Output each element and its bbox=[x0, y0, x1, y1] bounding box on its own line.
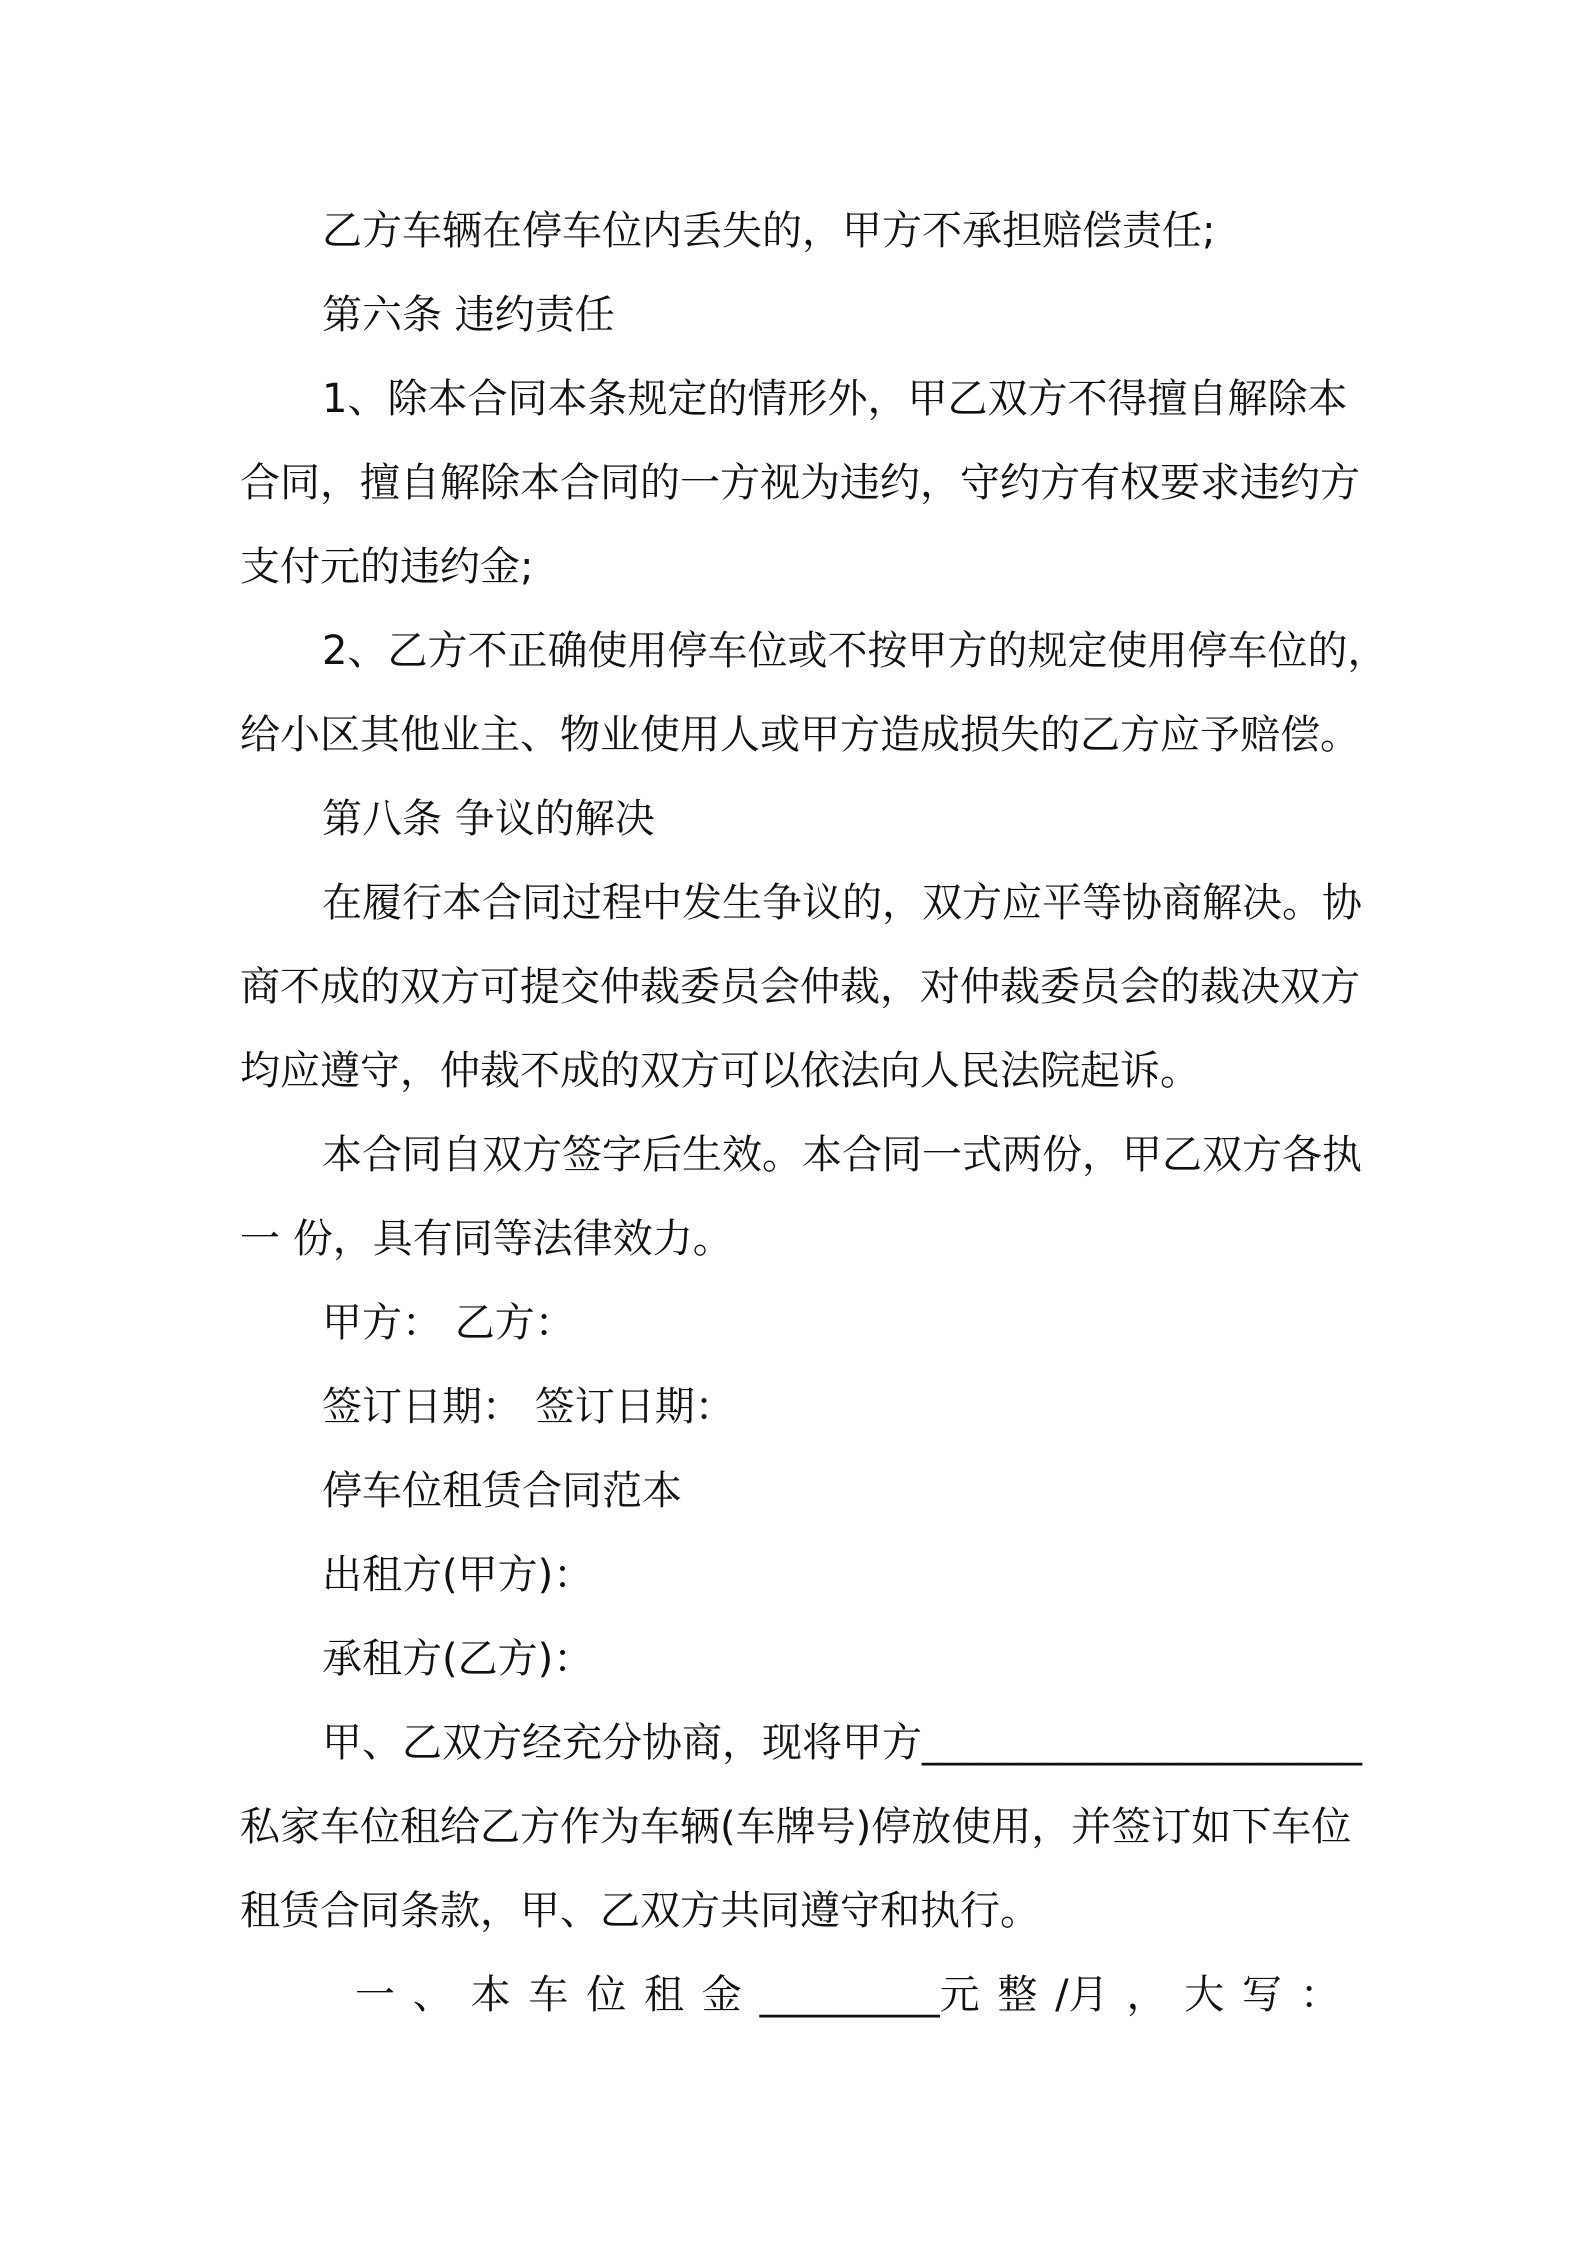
text-segment: 大 bbox=[1184, 1972, 1225, 2018]
paragraph-line: 在履行本合同过程中发生争议的，双方应平等协商解决。协 bbox=[322, 880, 1362, 926]
text-segment: 整 bbox=[997, 1972, 1038, 2018]
text-segment: /月 bbox=[1055, 1972, 1109, 2018]
rent-clause-line bbox=[355, 1967, 1340, 2023]
text-segment: 写 bbox=[1242, 1972, 1283, 2018]
text-segment: ： bbox=[1299, 1972, 1340, 2018]
text-segment: 、 bbox=[412, 1972, 453, 2018]
text-segment: 租 bbox=[643, 1972, 684, 2018]
paragraph-line: 商不成的双方可提交仲裁委员会仲裁，对仲裁委员会的裁决双方 bbox=[240, 964, 1360, 1010]
paragraph-line: 乙方车辆在停车位内丢失的，甲方不承担赔偿责任; bbox=[322, 208, 1216, 254]
paragraph-line: 给小区其他业主、物业使用人或甲方造成损失的乙方应予赔偿。 bbox=[240, 712, 1360, 758]
signature-parties-line: 甲方： 乙方： bbox=[322, 1300, 575, 1346]
text-segment: 车 bbox=[528, 1972, 569, 2018]
paragraph-line: 一 份，具有同等法律效力。 bbox=[240, 1216, 733, 1262]
text-segment: 金 bbox=[701, 1972, 742, 2018]
lessor-field: 出租方(甲方)： bbox=[322, 1552, 594, 1598]
contract-title: 停车位租赁合同范本 bbox=[322, 1468, 682, 1514]
paragraph-line: 甲、乙双方经充分协商，现将甲方______________________ bbox=[322, 1720, 1362, 1766]
text-segment: ， bbox=[1126, 1972, 1167, 2018]
text-segment: 一 bbox=[355, 1972, 395, 2018]
paragraph-line: 本合同自双方签字后生效。本合同一式两份，甲乙双方各执 bbox=[322, 1132, 1362, 1178]
paragraph-line: 租赁合同条款，甲、乙双方共同遵守和执行。 bbox=[240, 1888, 1040, 1934]
paragraph-line: 2、乙方不正确使用停车位或不按甲方的规定使用停车位的， bbox=[322, 628, 1388, 674]
paragraph-line: 合同，擅自解除本合同的一方视为违约，守约方有权要求违约方 bbox=[240, 460, 1360, 506]
text-segment: 本 bbox=[470, 1972, 511, 2018]
paragraph-line: 私家车位租给乙方作为车辆(车牌号)停放使用，并签订如下车位 bbox=[240, 1804, 1352, 1850]
signature-date-line: 签订日期： 签订日期： bbox=[322, 1384, 735, 1430]
text-segment: 位 bbox=[586, 1972, 627, 2018]
section-heading-article-8: 第八条 争议的解决 bbox=[322, 796, 655, 842]
rent-amount-blank: _________元 bbox=[759, 1972, 980, 2018]
paragraph-line: 支付元的违约金; bbox=[240, 544, 534, 590]
paragraph-line: 均应遵守，仲裁不成的双方可以依法向人民法院起诉。 bbox=[240, 1048, 1200, 1094]
lessee-field: 承租方(乙方)： bbox=[322, 1636, 594, 1682]
section-heading-article-6: 第六条 违约责任 bbox=[322, 292, 615, 338]
paragraph-line: 1、除本合同本条规定的情形外，甲乙双方不得擅自解除本 bbox=[322, 376, 1348, 422]
